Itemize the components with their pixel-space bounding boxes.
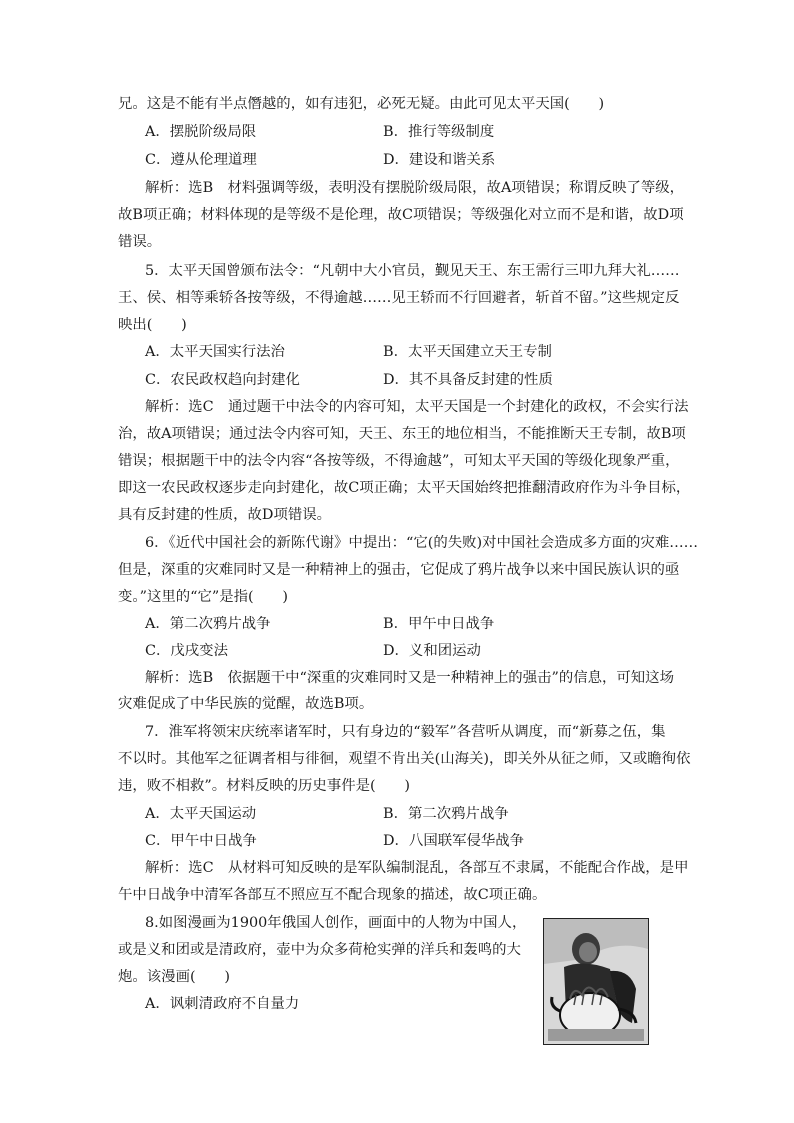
option-c: C．戊戌变法: [145, 643, 228, 659]
text-line: 或是义和团或是清政府，壶中为众多荷枪实弹的洋兵和轰鸣的大: [118, 942, 521, 958]
analysis-line: 解析：选C 通过题干中法令的内容可知，太平天国是一个封建化的政权，不会实行法: [145, 399, 689, 415]
text-line: 具有反封建的性质，故D项错误。: [118, 507, 332, 523]
text-line: 变。”这里的“它”是指( ): [118, 589, 289, 605]
option-a: A．太平天国运动: [145, 806, 257, 822]
text-line: 违，败不相救”。材料反映的历史事件是( ): [118, 778, 411, 794]
option-a: A．第二次鸦片战争: [145, 616, 271, 632]
option-d: D．义和团运动: [383, 643, 481, 659]
text-line: 故B项正确；材料体现的是等级不是伦理，故C项错误；等级强化对立而不是和谐，故D项: [118, 207, 684, 223]
question-5: 5．太平天国曾颁布法令：“凡朝中大小官员，觐见天王、东王需行三叩九拜大礼……: [145, 263, 680, 279]
question-8: 8.如图漫画为1900年俄国人创作，画面中的人物为中国人，: [145, 915, 527, 931]
text-line: 王、侯、相等乘轿各按等级，不得逾越……见王轿而不行回避者，斩首不留。”这些规定反: [118, 290, 680, 306]
text-line: 错误；根据题干中的法令内容“各按等级，不得逾越”，可知太平天国的等级化现象严重，: [118, 453, 680, 469]
option-d: D．八国联军侵华战争: [383, 833, 525, 849]
question-7: 7．淮军将领宋庆统率诸军时，只有身边的“毅军”各营听从调度，而“新募之伍，集: [145, 724, 666, 740]
text-line: 炮。该漫画( ): [118, 969, 230, 985]
option-b: B．第二次鸦片战争: [383, 806, 509, 822]
text-line: 映出( ): [118, 317, 187, 333]
option-c: C．遵从伦理道理: [145, 152, 257, 168]
option-c: C．甲午中日战争: [145, 833, 257, 849]
text-line: 灾难促成了中华民族的觉醒，故选B项。: [118, 696, 374, 712]
analysis-line: 解析：选B 材料强调等级，表明没有摆脱阶级局限，故A项错误；称谓反映了等级，: [145, 180, 685, 196]
text-line: 治，故A项错误；通过法令内容可知，天王、东王的地位相当，不能推断天王专制，故B项: [118, 426, 686, 442]
text-line: 但是，深重的灾难同时又是一种精神上的强击，它促成了鸦片战争以来中国民族认识的亟: [118, 562, 680, 578]
text-line: 错误。: [118, 234, 162, 250]
option-a: A．太平天国实行法治: [145, 344, 285, 360]
option-d: D．建设和谐关系: [383, 152, 496, 168]
question-6: 6．《近代中国社会的新陈代谢》中提出：“它(的失败)对中国社会造成多方面的灾难……: [145, 535, 698, 551]
option-b: B．推行等级制度: [383, 124, 495, 140]
option-b: B．太平天国建立天王专制: [383, 344, 552, 360]
analysis-line: 解析：选C 从材料可知反映的是军队编制混乱，各部互不隶属，不能配合作战，是甲: [145, 860, 689, 876]
analysis-line: 解析：选B 依据题干中“深重的灾难同时又是一种精神上的强击”的信息，可知这场: [145, 670, 674, 686]
text-line: 午中日战争中清军各部互不照应互不配合现象的描述，故C项正确。: [118, 887, 547, 903]
text-line: 不以时。其他军之征调者相与徘徊，观望不肯出关(山海关)，即关外从征之师，又或瞻徇依: [118, 751, 691, 767]
option-a: A．讽刺清政府不自量力: [145, 996, 300, 1012]
option-b: B．甲午中日战争: [383, 616, 495, 632]
option-d: D．其不具备反封建的性质: [383, 372, 553, 388]
option-a: A．摆脱阶级局限: [145, 124, 257, 140]
option-c: C．农民政权趋向封建化: [145, 372, 300, 388]
text-line: 即这一农民政权逐步走向封建化，故C项正确；太平天国始终把推翻清政府作为斗争目标，: [118, 480, 691, 496]
cartoon-image: [543, 918, 649, 1045]
text-line: 兄。这是不能有半点僭越的，如有违犯，必死无疑。由此可见太平天国( ): [118, 96, 605, 112]
